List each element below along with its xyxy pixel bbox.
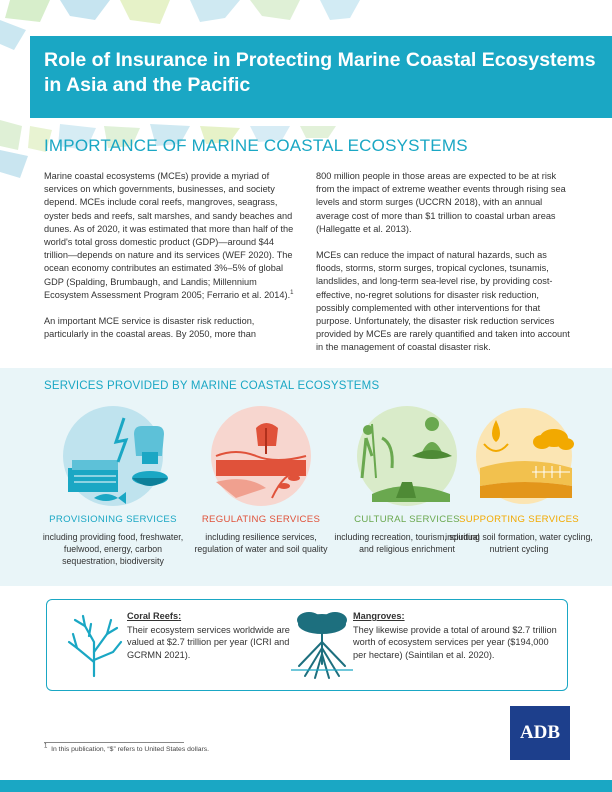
coral-reefs-title: Coral Reefs: <box>127 611 182 621</box>
left-paragraph-1: Marine coastal ecosystems (MCEs) provide a myriad of services on which governments, businesses, and society depend. MCEs include coral reefs, mangroves, seagrass, oyster beds and reefs, salt marshes, and sandy beaches and dunes. As of 2020, it was estimated that more than half of the world's total gross domestic product (GDP)—around $44 trillion—depends on nature and its services (WEF 2020). The ocean economy contributes an estimated 3%–5% of global GDP (Spalding, Brumbaugh, and Landis; Millennium Ecosystem Assessment Program 2005; Ferrario et al. 2014).$^1$ <box>44 171 294 300</box>
supporting-service <box>444 398 594 555</box>
left-column <box>44 170 296 354</box>
provisioning-title: PROVISIONING SERVICES <box>49 514 177 525</box>
footnote-ref: 1 <box>290 289 294 296</box>
provisioning-desc: including providing food, freshwater, fuelwood, energy, carbon sequestration, biodiversity <box>42 532 184 566</box>
bottom-bar <box>0 780 612 792</box>
coral-reefs-desc: Their ecosystem services worldwide are valued at $2.7 trillion per year (ICRI and GCRMN 2021). <box>127 624 290 660</box>
right-paragraph-1: 800 million people in those areas are expected to be at risk from the impact of extreme weather events through rising sea levels and storm surges (UCCRN 2018), with an annual average cost of more than $1 trillion to coastal urban areas (Hallegatte et al. 2013). <box>316 171 566 234</box>
mangroves-title: Mangroves: <box>353 611 405 621</box>
adb-logo: ADB <box>510 706 570 760</box>
page-title: Role of Insurance in Protecting Marine Coastal Ecosystems in Asia and the Pacific <box>44 49 596 96</box>
coral-icon <box>63 612 125 678</box>
regulating-service <box>186 398 336 555</box>
provisioning-illustration-icon <box>38 398 188 510</box>
cultural-desc: including recreation, tourism, spiritual and religious enrichment <box>334 532 480 554</box>
regulating-desc: including resilience services, regulation of water and soil quality <box>194 532 328 554</box>
footnote-text: In this publication, “$” refers to United States dollars. <box>51 746 210 753</box>
mangroves-desc: They likewise provide a total of around $2.7 trillion worth of ecosystem services per year ($194,000 per hectare) (Saintilan et al. 2020). <box>353 624 557 660</box>
mangrove-icon <box>289 608 355 684</box>
regulating-title: REGULATING SERVICES <box>201 514 321 525</box>
right-column <box>316 170 572 368</box>
supporting-title: SUPPORTING SERVICES <box>459 514 579 525</box>
supporting-desc: including soil formation, water cycling, nutrient cycling <box>445 532 593 554</box>
footnote <box>44 743 210 753</box>
ecosystem-value-box <box>46 599 568 691</box>
section-heading: IMPORTANCE OF MARINE COASTAL ECOSYSTEMS <box>44 136 468 155</box>
cultural-title: CULTURAL SERVICES <box>354 514 460 525</box>
right-paragraph-2: MCEs can reduce the impact of natural hazards, such as floods, storms, storm surges, tropical cyclones, tsunamis, landslides, and long-term sea-level rise, by providing cost-effective, no-regret solutions for disaster risk reduction, possibly complemented with other interventions for that purpose. Unfortunately, the disaster risk reduction services provided by MCEs are rarely quantified and taken into account in the management of coastal disaster risk. <box>316 250 570 353</box>
services-heading: SERVICES PROVIDED BY MARINE COASTAL ECOSYSTEMS <box>44 380 380 392</box>
supporting-illustration-icon <box>444 398 594 510</box>
coral-reefs-text <box>127 610 297 661</box>
footnote-number: 1 <box>44 743 48 750</box>
services-panel <box>0 368 612 586</box>
regulating-illustration-icon <box>186 398 336 510</box>
provisioning-service <box>38 398 188 567</box>
left-paragraph-2: An important MCE service is disaster risk reduction, particularly in the coastal areas. By 2050, more than <box>44 316 256 340</box>
footnote-divider <box>44 742 184 743</box>
title-banner <box>30 36 612 118</box>
mangroves-text <box>353 610 559 661</box>
